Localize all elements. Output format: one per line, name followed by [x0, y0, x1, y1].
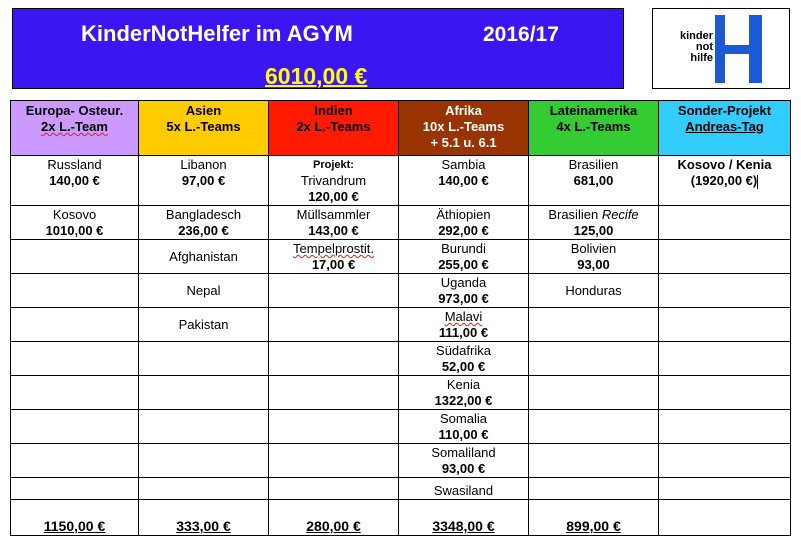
table-cell: Sambia 140,00 €: [399, 156, 529, 206]
column-header-afrika: Afrika 10x L.-Teams + 5.1 u. 6.1: [399, 101, 529, 156]
table-cell: [11, 444, 139, 478]
table-cell: [11, 478, 139, 500]
table-cell: [529, 444, 659, 478]
table-cell: [269, 478, 399, 500]
table-cell: [659, 376, 791, 410]
table-cell: [139, 444, 269, 478]
header-banner: [12, 8, 624, 89]
table-row: [11, 478, 791, 500]
table-cell: [139, 376, 269, 410]
table-cell: [11, 410, 139, 444]
table-cell: [11, 376, 139, 410]
table-cell: Projekt: Trivandrum 120,00 €: [269, 156, 399, 206]
table-row: [11, 342, 791, 376]
sum-cell-europe: 1150,00 €: [11, 500, 139, 536]
table-cell: [139, 478, 269, 500]
table-cell: [269, 376, 399, 410]
table-cell: Somaliland 93,00 €: [399, 444, 529, 478]
table-cell: [529, 410, 659, 444]
table-cell: Südafrika 52,00 €: [399, 342, 529, 376]
table-cell: [269, 342, 399, 376]
table-cell: [659, 342, 791, 376]
table-cell: Bolivien 93,00: [529, 240, 659, 274]
table-cell: [659, 308, 791, 342]
table-cell: Nepal: [139, 274, 269, 308]
table-cell: [139, 342, 269, 376]
table-cell: Russland 140,00 €: [11, 156, 139, 206]
kindernothilfe-logo: [652, 8, 790, 89]
table-row: [11, 410, 791, 444]
table-cell: [529, 308, 659, 342]
logo-text: kinder not hilfe: [679, 30, 713, 64]
table-cell: Brasilien Recife 125,00: [529, 206, 659, 240]
table-cell: [269, 444, 399, 478]
table-cell: [659, 274, 791, 308]
table-cell: Uganda 973,00 €: [399, 274, 529, 308]
column-header-sonder-projekt: Sonder-Projekt Andreas-Tag: [659, 101, 791, 156]
sum-cell-sonder-projekt: [659, 500, 791, 536]
table-cell: [11, 240, 139, 274]
donation-table: [10, 100, 791, 536]
sum-cell-indien: 280,00 €: [269, 500, 399, 536]
table-cell: [11, 274, 139, 308]
table-cell: Tempelprostit. 17,00 €: [269, 240, 399, 274]
table-cell: [659, 240, 791, 274]
table-cell: Honduras: [529, 274, 659, 308]
table-row: [11, 274, 791, 308]
table-cell: [659, 478, 791, 500]
sum-row: [11, 500, 791, 536]
text-cursor: [757, 175, 758, 189]
table-cell: [659, 206, 791, 240]
table-cell: [529, 478, 659, 500]
column-header-europe: Europa- Osteur. 2x L.-Team: [11, 101, 139, 156]
table-cell: [269, 308, 399, 342]
table-cell: Bangladesch 236,00 €: [139, 206, 269, 240]
table-cell: Malavi 111,00 €: [399, 308, 529, 342]
page-title: KinderNotHelfer im AGYM: [81, 21, 353, 46]
grand-total: 6010,00 €: [265, 63, 368, 89]
table-cell: Swasiland: [399, 478, 529, 500]
table-row: [11, 308, 791, 342]
table-cell: [659, 444, 791, 478]
table-cell: Brasilien 681,00: [529, 156, 659, 206]
sum-cell-afrika: 3348,00 €: [399, 500, 529, 536]
table-cell: Libanon 97,00 €: [139, 156, 269, 206]
table-cell: [659, 410, 791, 444]
table-cell: Müllsammler 143,00 €: [269, 206, 399, 240]
table-cell: [529, 376, 659, 410]
table-cell: Afghanistan: [139, 240, 269, 274]
column-header-lateinamerika: Lateinamerika 4x L.-Teams: [529, 101, 659, 156]
table-cell: Kosovo / Kenia (1920,00 €): [659, 156, 791, 206]
table-cell: [11, 342, 139, 376]
column-header-asien: Asien 5x L.-Teams: [139, 101, 269, 156]
table-cell: [269, 274, 399, 308]
header-row: [11, 101, 791, 156]
table-cell: [139, 410, 269, 444]
logo-h-mark-icon: [713, 15, 777, 85]
table-row: [11, 156, 791, 206]
table-cell: Äthiopien 292,00 €: [399, 206, 529, 240]
table-row: [11, 240, 791, 274]
table-cell: Kenia 1322,00 €: [399, 376, 529, 410]
table-cell: Burundi 255,00 €: [399, 240, 529, 274]
table-cell: [11, 308, 139, 342]
table-cell: Kosovo 1010,00 €: [11, 206, 139, 240]
table-cell: [269, 410, 399, 444]
table-row: [11, 376, 791, 410]
table-cell: [529, 342, 659, 376]
school-year: 2016/17: [483, 23, 559, 46]
table-cell: Pakistan: [139, 308, 269, 342]
table-row: [11, 444, 791, 478]
sum-cell-asien: 333,00 €: [139, 500, 269, 536]
table-row: [11, 206, 791, 240]
table-cell: Somalia 110,00 €: [399, 410, 529, 444]
sum-cell-lateinamerika: 899,00 €: [529, 500, 659, 536]
column-header-indien: Indien 2x L.-Teams: [269, 101, 399, 156]
